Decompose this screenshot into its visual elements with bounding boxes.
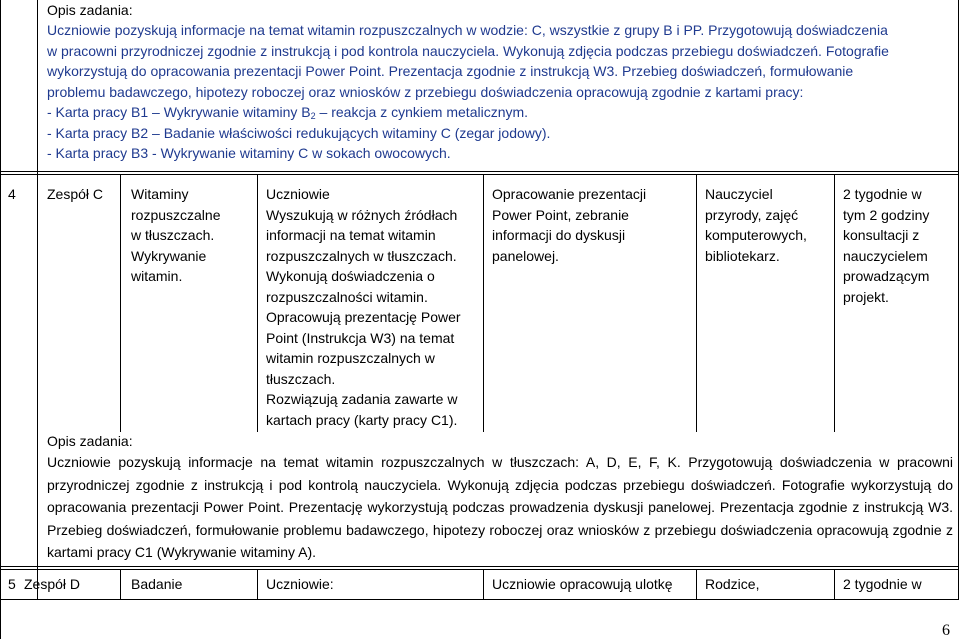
row4-time-line: konsultacji z (843, 227, 920, 243)
row4-time-line: nauczycielem (843, 247, 928, 264)
border-left-inner (37, 0, 38, 600)
row5-team: Zespół D (24, 576, 81, 592)
col-divider-topic (257, 174, 258, 432)
row4-product-line: panelowej. (492, 247, 559, 264)
row4-students-line: Rozwiązują zadania zawarte w (266, 391, 458, 407)
top-line-3: wykorzystują do opracowania prezentacji Power Point. Prezentacja zgodnie z instrukcją W3. Przebieg doświadczeń, formułowanie (47, 63, 854, 79)
worksheet-b1: - Karta pracy B1 – Wykrywanie witaminy $B_2$ – reakcja z cynkiem metalicznym. (47, 104, 529, 121)
row4-topic-line: witamin. (131, 268, 183, 284)
col-divider-partners (834, 174, 835, 432)
worksheet-b2: - Karta pracy B2 – Badanie właściwości redukujących witaminy C (zegar jodowy). (47, 124, 551, 141)
row4-topic-line: Wykrywanie (131, 247, 207, 264)
row4-product-line: Opracowanie prezentacji (492, 186, 647, 202)
row4-product-line: informacji do dyskusji (492, 227, 626, 243)
row-divider-bottom (0, 599, 959, 600)
row5-number: 5 (8, 576, 16, 592)
border-left-outer (0, 0, 1, 639)
row4-topic-line: rozpuszczalne (131, 206, 221, 223)
row4-students-line: Opracowują prezentację Power (266, 309, 461, 325)
row4-time-line: 2 tygodnie w (843, 186, 922, 202)
row4-number: 4 (8, 186, 16, 202)
row4-students-line: Wyszukują w różnych źródłach (266, 206, 458, 223)
top-line-2: w pracowni przyrodniczej zgodnie z instrukcją i pod kontrola nauczyciela. Wykonują zdjęcia podczas przebiegu doświadczeń. Fotografie (47, 42, 889, 59)
col-divider-r5-team (120, 569, 121, 600)
row4-students-line: rozpuszczalności witamin. (266, 288, 428, 305)
row5-students: Uczniowie: (266, 576, 334, 592)
row4-time-line: projekt. (843, 288, 889, 305)
row4-students-line: Uczniowie (266, 186, 330, 202)
row4-students-line: kartach pracy (karty pracy C1). (266, 411, 458, 428)
row4-partners-line: Nauczyciel (705, 186, 773, 202)
row4-topic-line: Witaminy (131, 186, 189, 202)
row4-students-line: Wykonują doświadczenia o (266, 268, 435, 284)
row-divider-2 (0, 174, 959, 175)
row4-time-line: tym 2 godziny (843, 206, 930, 223)
row-divider-3 (0, 566, 959, 567)
page-number: 6 (942, 622, 950, 639)
opis-label-row4: Opis zadania: (47, 433, 133, 449)
row4-students-line: rozpuszczalnych w tłuszczach. (266, 247, 457, 264)
col-divider-r5-students (483, 569, 484, 600)
col-divider-product (696, 174, 697, 432)
row4-students-line: witamin rozpuszczalnych w (266, 350, 435, 366)
row-divider-4 (0, 569, 959, 570)
row4-students-line: Point (Instrukcja W3) na temat (266, 329, 455, 346)
row4-students-line: tłuszczach. (266, 370, 336, 387)
row4-team: Zespół C (47, 186, 104, 202)
col-divider-r5-topic (257, 569, 258, 600)
row4-students-line: informacji na temat witamin (266, 227, 436, 243)
row4-topic-line: w tłuszczach. (131, 227, 215, 243)
top-line-1: Uczniowie pozyskują informacje na temat witamin rozpuszczalnych w wodzie: C, wszystkie z grupy B i PP. Przygotowują doświadczenia (47, 22, 888, 38)
border-right (958, 0, 959, 600)
worksheet-b3: - Karta pracy B3 - Wykrywanie witaminy C w sokach owocowych. (47, 145, 451, 161)
row5-time: 2 tygodnie w (843, 576, 922, 592)
row5-product: Uczniowie opracowują ulotkę (492, 576, 673, 592)
row5-partners: Rodzice, (705, 576, 760, 592)
opis-label-top: Opis zadania: (47, 2, 133, 18)
col-divider-r5-partners (834, 569, 835, 600)
row4-partners-line: bibliotekarz. (705, 247, 780, 264)
col-divider-r5-product (696, 569, 697, 600)
col-divider-students (483, 174, 484, 432)
col-divider-team (120, 174, 121, 432)
row4-description: Uczniowie pozyskują informacje na temat witamin rozpuszczalnych w tłuszczach: A, D, E, F, K. Przygotowują doświadczenia w pracowni przyrodniczej zgodnie z instrukcją i pod kontrolą nauczyciela. Wykonują zdjęcia podczas przebiegu doświadczeń. Fotografie wykorzystują do opracowania prezentacji Power Point. Prezentację wykorzystują podczas prowadzenia dyskusji panelowej. Prezentacja zgodnie z instrukcją W3. Przebieg doświadczeń, formułowanie problemu badawczego, hipotezy roboczej oraz wniosków z przebiegu doświadczenia opracowują zgodnie z kartami pracy C1 (Wykrywanie witaminy A). (47, 454, 953, 560)
row4-partners-line: komputerowych, (705, 227, 807, 243)
row4-partners-line: przyrody, zajęć (705, 206, 799, 223)
top-line-4: problemu badawczego, hipotezy roboczej oraz wniosków z przebiegu doświadczenia opracowują zgodnie z kartami pracy: (47, 83, 804, 100)
row5-topic: Badanie (131, 576, 183, 592)
row4-time-line: prowadzącym (843, 268, 930, 284)
row4-product-line: Power Point, zebranie (492, 206, 629, 223)
row-divider-1 (0, 171, 959, 172)
